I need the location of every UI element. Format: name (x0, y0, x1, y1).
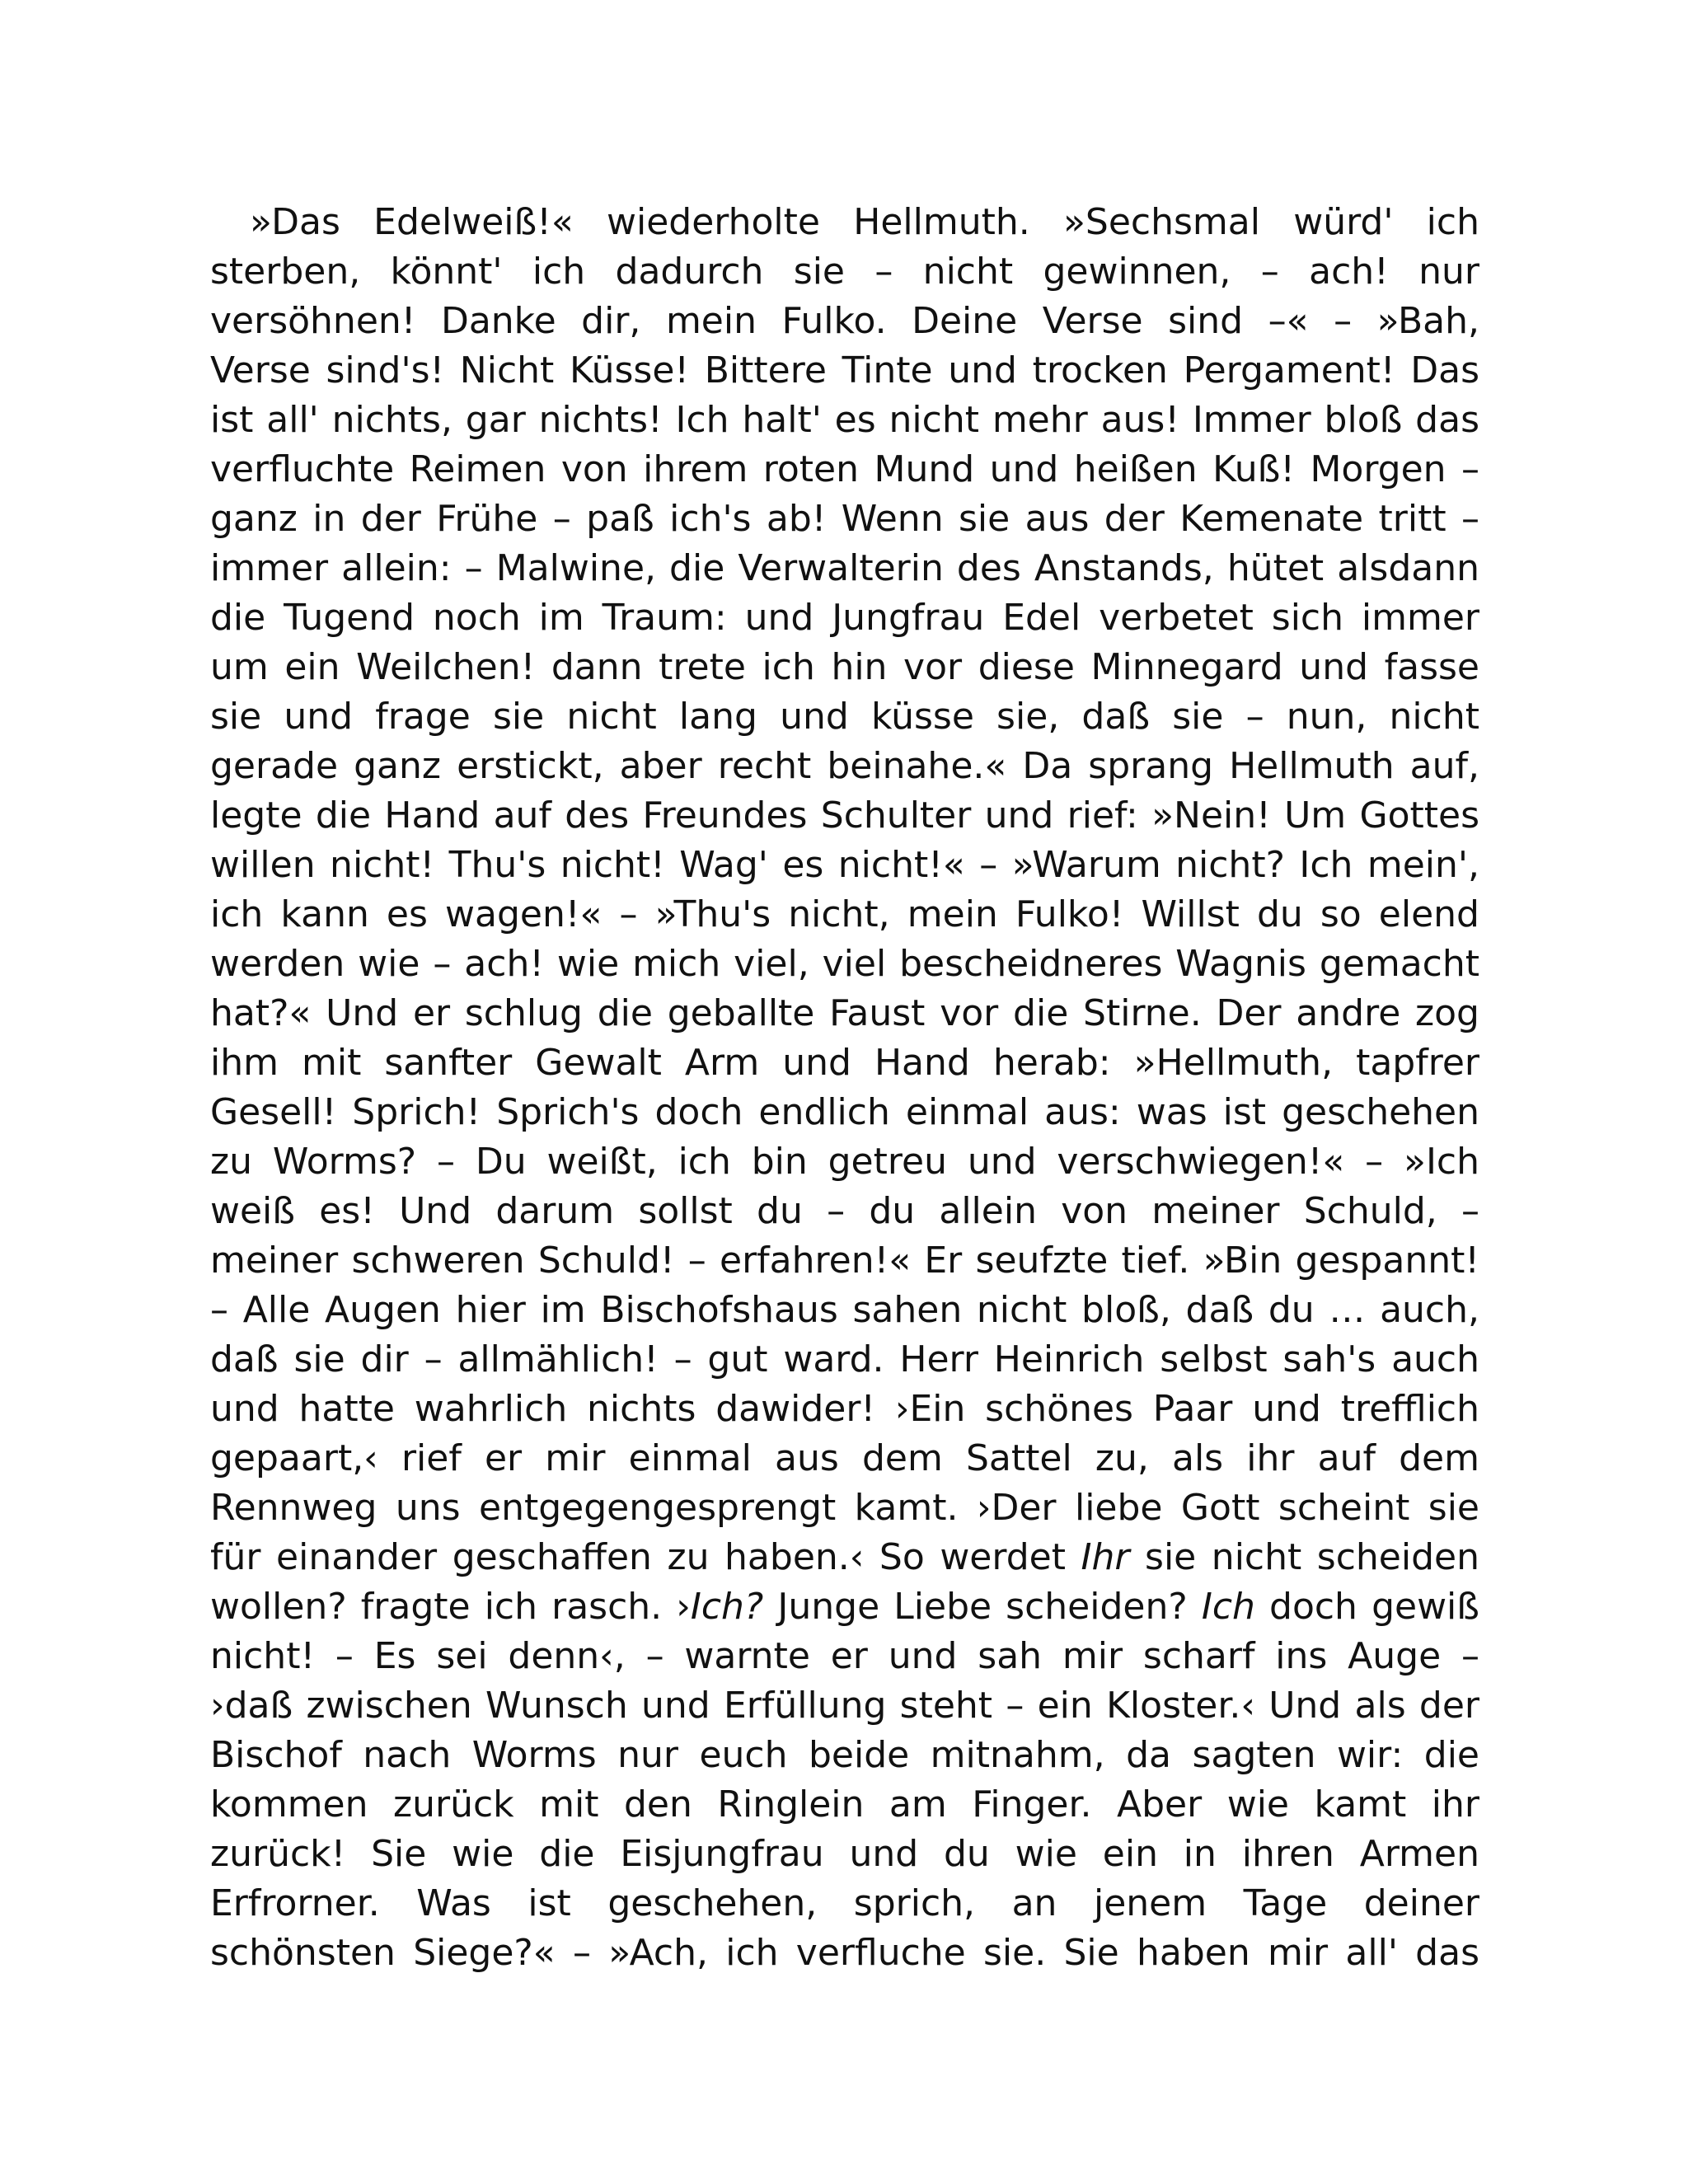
text-line: zu Worms? – Du weißt, ich bin getreu und verschwiegen!« – »Ich (210, 1141, 1479, 1183)
text-segment: für einander geschaffen zu haben.‹ So werdet (210, 1536, 1081, 1578)
text-line: legte die Hand auf des Freundes Schulter und rief: »Nein! Um Gottes (210, 794, 1479, 837)
text-line: verfluchte Reimen von ihrem roten Mund und heißen Kuß! Morgen – (210, 448, 1479, 490)
text-line: immer allein: – Malwine, die Verwalterin des Anstands, hütet alsdann (210, 547, 1479, 589)
text-line: ihm mit sanfter Gewalt Arm und Hand herab: »Hellmuth, tapfrer (210, 1042, 1479, 1084)
text-line: sterben, könnt' ich dadurch sie – nicht gewinnen, – ach! nur (210, 251, 1479, 293)
italic-segment: Ihr (1081, 1536, 1130, 1578)
italic-segment: Ich (1201, 1586, 1255, 1628)
text-line: gerade ganz erstickt, aber recht beinahe.« Da sprang Hellmuth auf, (210, 745, 1479, 787)
text-line: willen nicht! Thu's nicht! Wag' es nicht!« – »Warum nicht? Ich mein', (210, 844, 1479, 886)
text-line-italic-mix (210, 1533, 1479, 1582)
text-line: daß sie dir – allmählich! – gut ward. Herr Heinrich selbst sah's auch (210, 1338, 1479, 1380)
text-line: sie und frage sie nicht lang und küsse sie, daß sie – nun, nicht (210, 696, 1479, 738)
text-line: meiner schweren Schuld! – erfahren!« Er seufzte tief. »Bin gespannt! (210, 1240, 1479, 1282)
text-line: Verse sind's! Nicht Küsse! Bittere Tinte und trocken Pergament! Das (210, 349, 1479, 391)
text-line: Rennweg uns entgegengesprengt kamt. ›Der liebe Gott scheint sie (210, 1487, 1479, 1529)
text-line: die Tugend noch im Traum: und Jungfrau Edel verbetet sich immer (210, 597, 1479, 639)
text-segment: Junge Liebe scheiden? (763, 1586, 1202, 1628)
text-line: weiß es! Und darum sollst du – du allein von meiner Schuld, – (210, 1190, 1479, 1232)
text-line: versöhnen! Danke dir, mein Fulko. Deine Verse sind –« – »Bah, (210, 300, 1479, 342)
text-line: hat?« Und er schlug die geballte Faust vor die Stirne. Der andre zog (210, 992, 1479, 1034)
text-line: »Das Edelweiß!« wiederholte Hellmuth. »Sechsmal würd' ich (250, 201, 1479, 243)
text-line: werden wie – ach! wie mich viel, viel bescheidneres Wagnis gemacht (210, 943, 1479, 985)
text-line: Gesell! Sprich! Sprich's doch endlich einmal aus: was ist geschehen (210, 1091, 1479, 1133)
text-line: ganz in der Frühe – paß ich's ab! Wenn sie aus der Kemenate tritt – (210, 498, 1479, 540)
text-segment: sie nicht scheiden (1129, 1536, 1479, 1578)
text-line: kommen zurück mit den Ringlein am Finger. Aber wie kamt ihr (210, 1783, 1479, 1825)
text-line: ich kann es wagen!« – »Thu's nicht, mein Fulko! Willst du so elend (210, 893, 1479, 935)
text-line: schönsten Siege?« – »Ach, ich verfluche sie. Sie haben mir all' das (210, 1932, 1479, 1974)
text-line: ›daß zwischen Wunsch und Erfüllung steht – ein Kloster.‹ Und als der (210, 1685, 1479, 1727)
text-line: zurück! Sie wie die Eisjungfrau und du wie ein in ihren Armen (210, 1833, 1479, 1875)
text-line: – Alle Augen hier im Bischofshaus sahen nicht bloß, daß du … auch, (210, 1289, 1479, 1331)
text-line: Erfrorner. Was ist geschehen, sprich, an jenem Tage deiner (210, 1882, 1479, 1924)
italic-segment: Ich? (690, 1586, 764, 1628)
text-line: um ein Weilchen! dann trete ich hin vor diese Minnegard und fasse (210, 646, 1479, 688)
text-line: ist all' nichts, gar nichts! Ich halt' es nicht mehr aus! Immer bloß das (210, 399, 1479, 441)
text-line: und hatte wahrlich nichts dawider! ›Ein schönes Paar und trefflich (210, 1388, 1479, 1430)
text-segment: wollen? fragte ich rasch. › (210, 1586, 691, 1628)
body-text (210, 198, 1479, 1978)
text-line: Bischof nach Worms nur euch beide mitnahm, da sagten wir: die (210, 1734, 1479, 1776)
text-line: nicht! – Es sei denn‹, – warnte er und sah mir scharf ins Auge – (210, 1635, 1479, 1677)
text-segment: doch gewiß (1254, 1586, 1479, 1628)
text-line: gepaart,‹ rief er mir einmal aus dem Sattel zu, als ihr auf dem (210, 1437, 1479, 1479)
text-line-italic-mix (210, 1582, 1479, 1632)
